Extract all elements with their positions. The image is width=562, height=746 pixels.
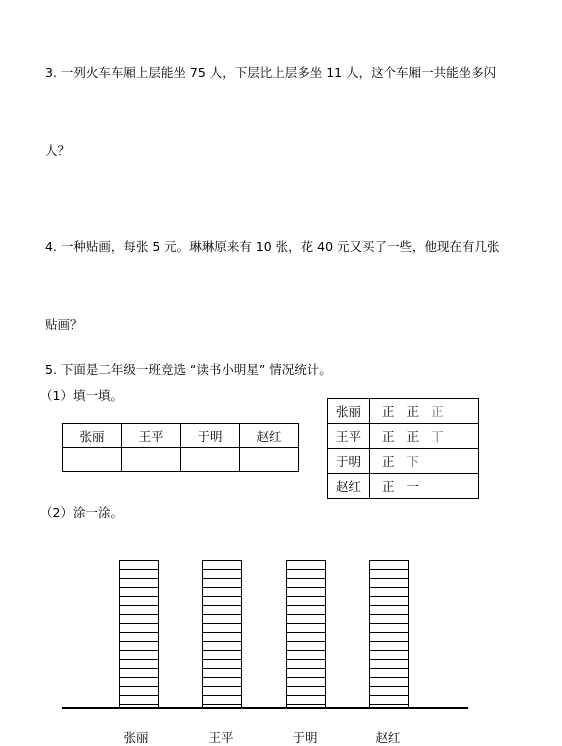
fill-table-header: 王平 [122, 424, 181, 448]
tally-row [328, 474, 479, 499]
question-5-part2: （2）涂一涂。 [40, 505, 123, 520]
fill-table [62, 423, 299, 472]
bar-column-yuming[interactable] [286, 560, 326, 707]
bar-column-zhangli[interactable] [119, 560, 159, 707]
fill-table-header: 张丽 [63, 424, 122, 448]
question-3-line1: 3. 一列火车车厢上层能坐 75 人，下层比上层多坐 11 人，这个车厢一共能坐多闪 [45, 65, 497, 80]
tally-name: 于明 [328, 449, 370, 474]
fill-table-answer-cell[interactable] [63, 448, 122, 472]
tally-name: 王平 [328, 424, 370, 449]
fill-table-answer-cell[interactable] [122, 448, 181, 472]
tally-row [328, 449, 479, 474]
tally-marks [370, 449, 479, 474]
tally-mark-partial: 正 [430, 404, 448, 419]
tally-mark-full: 正 [382, 454, 407, 469]
tally-name: 赵红 [328, 474, 370, 499]
fill-table-header-row [63, 424, 299, 448]
bar-column-zhaohong[interactable] [369, 560, 409, 707]
question-4-line2: 贴画？ [45, 317, 83, 332]
tally-marks [370, 424, 479, 449]
tally-mark-partial: 下 [406, 454, 423, 469]
question-4-line1: 4. 一种贴画，每张 5 元。琳琳原来有 10 张，花 40 元又买了一些，他现在有几张 [45, 239, 500, 254]
tally-row [328, 399, 479, 424]
question-3 [45, 8, 496, 190]
x-tick-label: 张丽 [123, 730, 149, 745]
x-tick-label: 于明 [292, 730, 318, 745]
fill-table-answer-cell[interactable] [181, 448, 240, 472]
x-tick-label: 赵红 [375, 730, 401, 745]
question-5-part1: （1）填一填。 [40, 388, 123, 403]
tally-mark-partial: 丅 [430, 429, 448, 444]
question-4 [45, 182, 500, 364]
question-5-title: 5. 下面是二年级一班竞选 “读书小明星” 情况统计。 [45, 362, 332, 377]
fill-table-header: 赵红 [240, 424, 299, 448]
tally-mark-full: 正 正 [382, 404, 431, 419]
tally-row [328, 424, 479, 449]
tally-mark-full: 正 正 [382, 429, 431, 444]
x-tick-label: 王平 [208, 730, 234, 745]
tally-mark-full: 正 一 [382, 479, 423, 494]
fill-table-answer-row [63, 448, 299, 472]
tally-name: 张丽 [328, 399, 370, 424]
tally-marks [370, 474, 479, 499]
fill-table-header: 于明 [181, 424, 240, 448]
question-3-line2: 人？ [45, 143, 71, 158]
tally-table [327, 398, 479, 499]
x-axis-line [62, 707, 468, 709]
fill-table-answer-cell[interactable] [240, 448, 299, 472]
bar-column-wangping[interactable] [202, 560, 242, 707]
tally-marks [370, 399, 479, 424]
